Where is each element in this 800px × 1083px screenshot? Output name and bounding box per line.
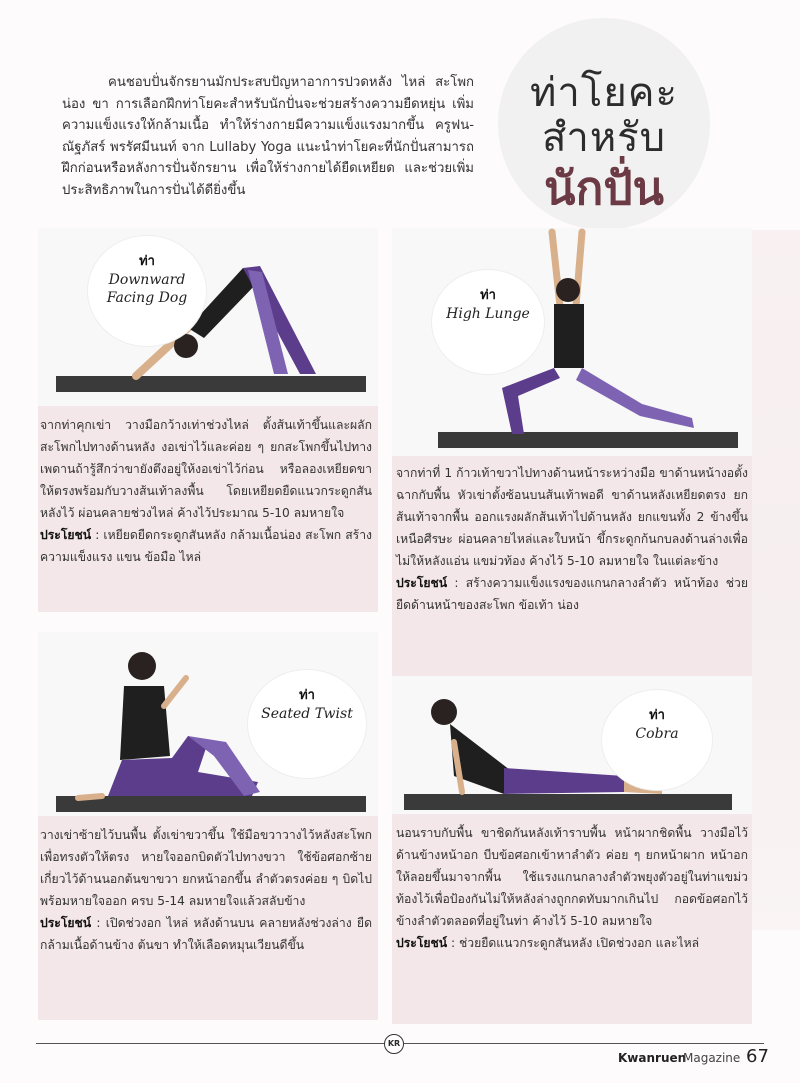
pose-label-circle [432, 270, 544, 374]
benefit-label: ประโยชน์ [40, 916, 92, 930]
pose-name: Seated Twist [261, 706, 353, 722]
pose-name: High Lunge [446, 306, 530, 322]
pose-instructions [40, 414, 372, 568]
pose-panel-downward-dog [38, 228, 378, 612]
pose-panel-high-lunge [392, 228, 752, 676]
magazine-logo-icon: KR [384, 1034, 404, 1054]
benefit-text: : ช่วยยืดแนวกระดูกสันหลัง เปิดช่วงอก และไหล่ [447, 936, 700, 950]
pose-label-circle [248, 670, 366, 778]
pose-name: Cobra [635, 726, 679, 742]
pose-instructions [396, 822, 748, 954]
pose-prefix: ท่า [480, 288, 496, 303]
pose-panel-cobra [392, 676, 752, 1024]
pose-steps: จากท่าคุกเข่า วางมือกว้างเท่าช่วงไหล่ ตั้งส้นเท้าขึ้นและผลักสะโพกไปทางด้านหลัง งอเข่าไว้และค่อย ๆ ยกสะโพกขึ้นไปทางเพดานถ้ารู้สึกว่าขายังตึงอยู่ให้งอเข่าไว้ก่อน หรือลองเหยียดขาให้ตรงพร้อมกับวางส้นเท้าลงพื้น โดยเหยียดยืดแนวกระดูกสันหลังไว้ ผ่อนคลายช่วงไหล่ ค้างไว้ประมาณ 5-10 ลมหายใจ [40, 418, 372, 520]
page-number: 67 [746, 1046, 769, 1067]
benefit-text: : สร้างความแข็งแรงของแกนกลางลำตัว หน้าท้อง ช่วยยืดด้านหน้าของสะโพก ข้อเท้า น่อง [396, 576, 748, 612]
pose-instructions [396, 462, 748, 616]
benefit-label: ประโยชน์ [396, 936, 448, 950]
pose-name: Downward Facing Dog [106, 272, 188, 306]
pose-panel-seated-twist [38, 632, 378, 1020]
pose-label-circle [88, 236, 206, 346]
benefit-text: : เปิดช่วงอก ไหล่ หลังด้านบน คลายหลังช่วงล่าง ยืดกล้ามเนื้อด้านข้าง ต้นขา ทำให้เลือดหมุนเวียนดีขึ้น [40, 916, 372, 952]
pose-label-circle [602, 690, 712, 790]
pose-steps: นอนราบกับพื้น ขาชิดกันหลังเท้าราบพื้น หน้าผากชิดพื้น วางมือไว้ด้านข้างหน้าอก บีบข้อศอกเข้าหาลำตัว ค่อย ๆ ยกหน้าผาก หน้าอกให้ลอยขึ้นมาจากพื้น ใช้แรงแกนกลางลำตัวพยุงตัวอยู่ในท่าแขม่วท้องไว้เพื่อป้องกันไม่ให้หลังล่างถูกกดทับมากเกินไป กอดข้อศอกไว้ข้างลำตัวตลอดที่อยู่ในท่า ค้างไว้ 5-10 ลมหายใจ [396, 826, 748, 928]
intro-paragraph: คนชอบปั่นจักรยานมักประสบปัญหาอาการปวดหลัง ไหล่ สะโพก น่อง ขา การเลือกฝึกท่าโยคะสำหรับนักปั่นจะช่วยสร้างความยืดหยุ่น เพิ่มความแข็งแรงให้กล้ามเนื้อ ทำให้ร่างกายมีความแข็งแรงมากขึ้น ครูฟน-ณัฐภัสร์ พรรัศมีนนท์ จาก Lullaby Yoga แนะนำท่าโยคะที่นักปั่นสามารถฝึกก่อนหรือหลังการปั่นจักรยาน เพื่อให้ร่างกายได้ยืดเหยียด และช่วยเพิ่มประสิทธิภาพในการปั่นได้ดียิ่งขึ้น [62, 75, 474, 198]
pose-steps: วางเข่าซ้ายไว้บนพื้น ตั้งเข่าขวาขึ้น ใช้มือขวาวางไว้หลังสะโพกเพื่อทรงตัวให้ตรง หายใจออกบิดตัวไปทางขวา ใช้ข้อศอกซ้ายเกี่ยวไว้ด้านนอกต้นขาขวา ยกหน้าอกขึ้น ลำตัวตรงค่อย ๆ บิดไปพร้อมหายใจออก ครบ 5-14 ลมหายใจแล้วสลับข้าง [40, 828, 372, 908]
page-title-line2: สำหรับ [541, 115, 667, 161]
pose-instructions [40, 824, 372, 956]
footer-brand: Kwanruen [618, 1051, 687, 1065]
pose-steps: จากท่าที่ 1 ก้าวเท้าขวาไปทางด้านหน้าระหว่างมือ ขาด้านหน้างอตั้งฉากกับพื้น หัวเข่าตั้งซ้อนบนส้นเท้าพอดี ขาด้านหลังเหยียดตรง ยกส้นเท้าจากพื้น ออกแรงผลักส้นเท้าไปด้านหลัง ยกแขนทั้ง 2 ข้างขึ้นเหนือศีรษะ ผ่อนคลายไหล่และใบหน้า ขึ้กระดูกก้นกบลงด้านล่างเพื่อไม่ให้หลังแอ่น แขม่วท้อง ค้างไว้ 5-10 ลมหายใจ ในแต่ละข้าง [396, 466, 748, 568]
pose-prefix: ท่า [649, 708, 665, 723]
benefit-label: ประโยชน์ [396, 576, 448, 590]
pose-prefix: ท่า [139, 254, 155, 269]
benefit-text: : เหยียดยืดกระดูกสันหลัง กล้ามเนื้อน่อง สะโพก สร้างความแข็งแรง แขน ข้อมือ ไหล่ [40, 528, 372, 564]
pose-prefix: ท่า [299, 688, 315, 703]
benefit-label: ประโยชน์ [40, 528, 92, 542]
page-title-line3: นักปั่น [544, 161, 664, 215]
page-title-line1: ท่าโยคะ [530, 70, 678, 116]
footer-brand-suffix: Magazine [683, 1051, 741, 1065]
